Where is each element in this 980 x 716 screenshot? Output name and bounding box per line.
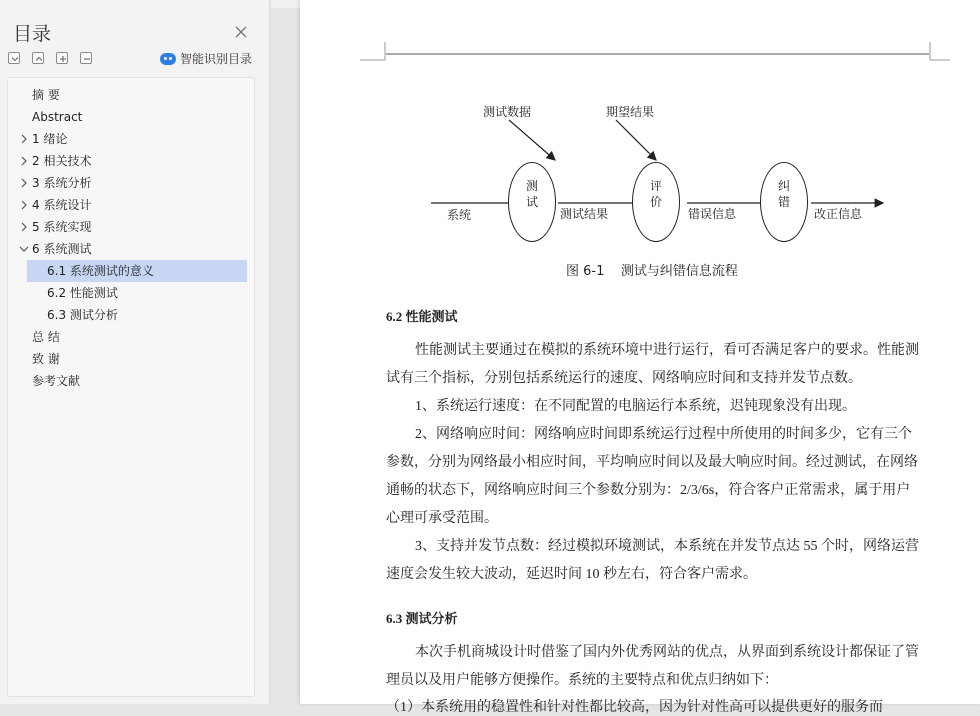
paragraph-line: 1、系统运行速度：在不同配置的电脑运行本系统，迟钝现象没有出现。	[415, 399, 856, 414]
toc-item-label: 摘 要	[32, 88, 60, 102]
toc-item-ch6[interactable]	[32, 238, 91, 260]
node-test-char-2: 试	[525, 195, 538, 209]
smart-toc-label: 智能识别目录	[180, 52, 253, 66]
toc-item-6-1[interactable]	[27, 260, 247, 282]
paragraph-line: 2、网络响应时间：网络响应时间即系统运行过程中所使用的时间多少，它有三个	[415, 427, 912, 442]
toc-item-abstract-cn[interactable]	[32, 84, 60, 106]
toc-item-abstract-en[interactable]	[32, 106, 82, 128]
paragraph-line: 心理可承受范围。	[386, 511, 498, 526]
node-correct-char-2: 错	[777, 195, 790, 209]
arrow-label-test-result: 测试结果	[560, 207, 609, 221]
toc-item-thanks[interactable]	[32, 348, 60, 370]
toc-item-label: 5 系统实现	[32, 220, 92, 234]
toc-item-6-2[interactable]	[47, 282, 118, 304]
input-expected-result-label: 期望结果	[606, 105, 655, 119]
node-evaluate-char-1: 评	[649, 179, 662, 193]
node-test-char-1: 测	[525, 179, 538, 193]
toc-item-label: 2 相关技术	[32, 154, 92, 168]
node-correct-char-1: 纠	[777, 179, 790, 193]
plus-icon[interactable]	[56, 52, 68, 64]
paragraph-line: 通畅的状态下，网络响应时间三个参数分别为：2/3/6s，符合客户正常需求，属于用户	[386, 483, 911, 498]
paragraph-line: （1）本系统用的稳置性和针对性都比较高，因为针对性高可以提供更好的服务而	[386, 700, 883, 715]
arrow-label-error-info: 错误信息	[688, 207, 737, 221]
toc-list	[7, 77, 255, 697]
chevron-right-icon[interactable]	[20, 178, 28, 188]
figure-caption: 图 6-1 测试与纠错信息流程	[566, 264, 738, 279]
toc-item-label: 6.2 性能测试	[47, 286, 118, 300]
chevron-right-icon[interactable]	[20, 200, 28, 210]
toc-item-summary[interactable]	[32, 326, 60, 348]
toc-item-references[interactable]	[32, 370, 80, 392]
smart-toc-button[interactable]	[160, 50, 252, 67]
toc-item-ch5[interactable]	[32, 216, 91, 238]
chevron-right-icon[interactable]	[20, 134, 28, 144]
node-evaluate-char-2: 价	[649, 195, 662, 209]
toc-item-label: 6.3 测试分析	[47, 308, 118, 322]
expand-all-icon[interactable]	[8, 52, 20, 64]
toc-item-label: 6.1 系统测试的意义	[47, 264, 154, 278]
toc-item-label: 总 结	[32, 330, 60, 344]
document-area[interactable]	[271, 0, 980, 715]
arrow-label-system: 系统	[447, 208, 472, 222]
arrow-label-fix-info: 改正信息	[814, 207, 863, 221]
toc-item-label: 4 系统设计	[32, 198, 92, 212]
input-test-data-label: 测试数据	[483, 105, 532, 119]
chevron-right-icon[interactable]	[20, 222, 28, 232]
section-heading-6-2: 6.2 性能测试	[386, 309, 458, 324]
collapse-all-icon[interactable]	[32, 52, 44, 64]
close-icon[interactable]	[234, 24, 248, 38]
sidebar-title: 目录	[13, 23, 52, 45]
toc-item-label: 1 绪论	[32, 132, 68, 146]
toc-sidebar	[0, 0, 270, 704]
ai-robot-icon	[160, 53, 176, 65]
paragraph-line: 理员以及用户能够方便操作。系统的主要特点和优点归纳如下：	[386, 673, 778, 688]
chevron-down-icon[interactable]	[19, 245, 29, 253]
document-page[interactable]	[300, 0, 980, 715]
toc-item-ch2[interactable]	[32, 150, 91, 172]
paragraph-line: 速度会发生较大波动，延迟时间 10 秒左右，符合客户需求。	[386, 567, 757, 582]
node-test	[508, 162, 556, 242]
minus-icon[interactable]	[80, 52, 92, 64]
paragraph-line: 性能测试主要通过在模拟的系统环境中进行运行，看可否满足客户的要求。性能测	[415, 343, 919, 358]
toc-item-label: 3 系统分析	[32, 176, 92, 190]
toc-item-label: Abstract	[32, 110, 83, 124]
node-correct	[760, 162, 808, 242]
chevron-right-icon[interactable]	[20, 156, 28, 166]
paragraph-line: 试有三个指标，分别包括系统运行的速度、网络响应时间和支持并发节点数。	[386, 371, 862, 386]
section-heading-6-3: 6.3 测试分析	[386, 611, 458, 626]
toc-item-ch4[interactable]	[32, 194, 91, 216]
node-evaluate	[632, 162, 680, 242]
paragraph-line: 本次手机商城设计时借鉴了国内外优秀网站的优点，从界面到系统设计都保证了管	[415, 645, 919, 660]
paragraph-line: 参数，分别为网络最小相应时间，平均响应时间以及最大响应时间。经过测试，在网络	[386, 455, 918, 470]
toc-item-label: 致 谢	[32, 352, 60, 366]
toc-item-6-3[interactable]	[47, 304, 118, 326]
toc-item-label: 6 系统测试	[32, 242, 92, 256]
toc-item-ch1[interactable]	[32, 128, 67, 150]
toc-item-label: 参考文献	[32, 374, 81, 388]
toc-item-ch3[interactable]	[32, 172, 91, 194]
paragraph-line: 3、支持并发节点数：经过模拟环境测试，本系统在并发节点达 55 个时，网络运营	[415, 539, 919, 554]
